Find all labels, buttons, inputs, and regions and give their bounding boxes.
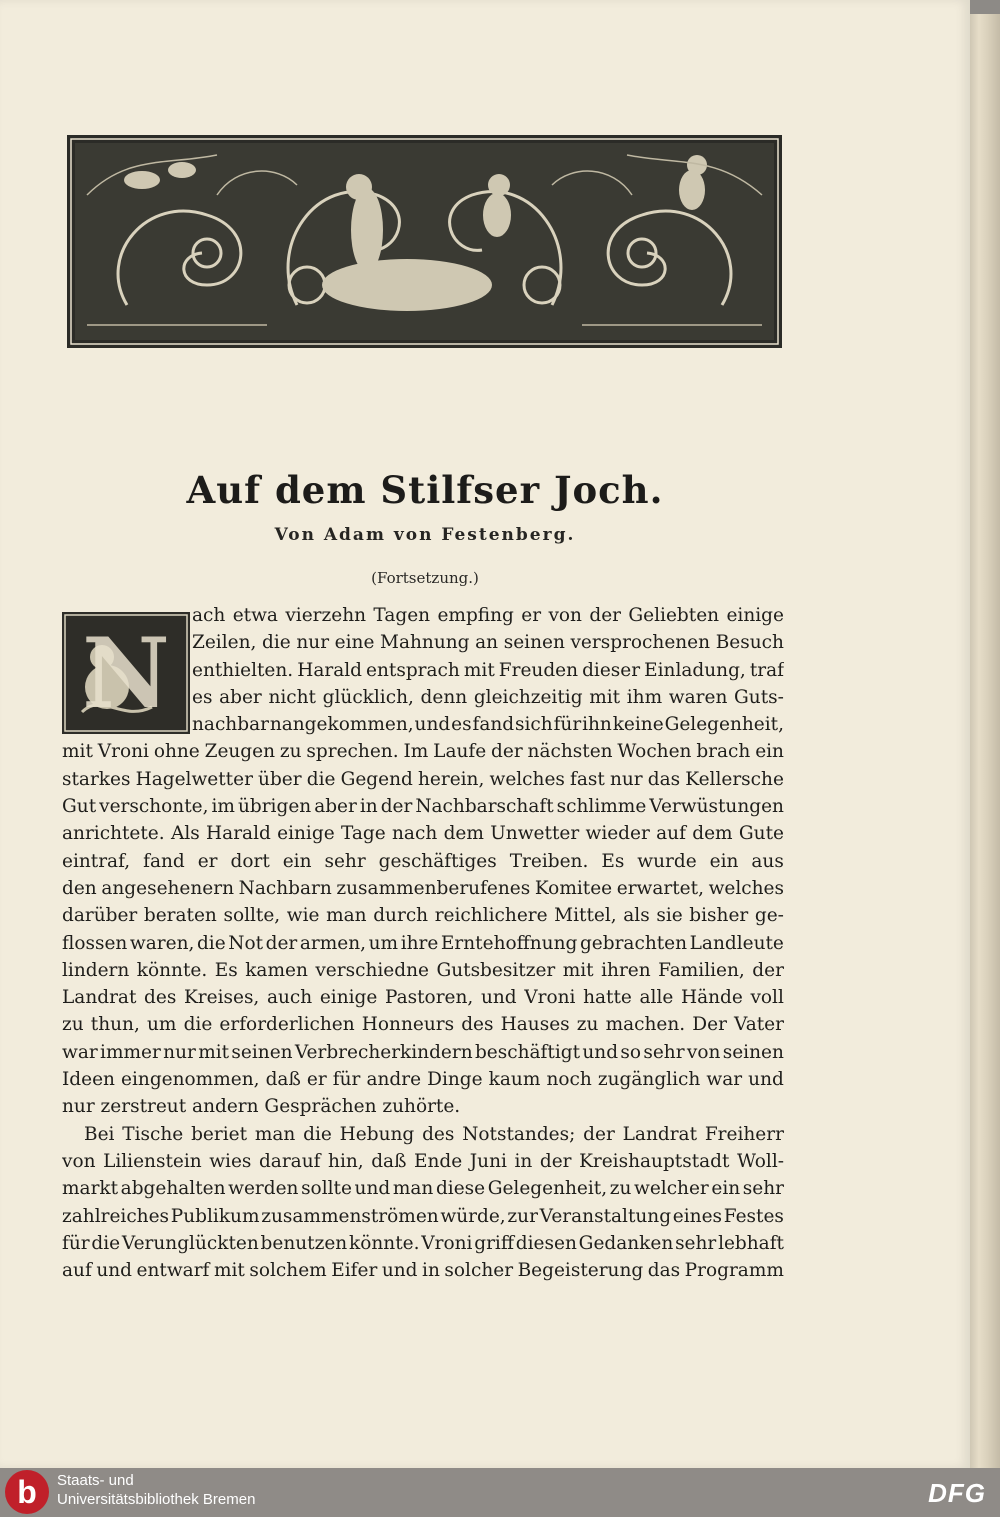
text-line: enthielten. Harald entsprach mit Freuden dieser Einladung, traf — [192, 659, 784, 681]
dfg-logo[interactable]: DFG — [928, 1478, 986, 1508]
library-name-line1[interactable]: Staats- und — [57, 1472, 134, 1489]
text-line: war immer nur mit seinen Verbrecherkindern beschäftigt und so sehr von seinen — [62, 1041, 784, 1063]
article-byline: Von Adam von Festenberg. — [274, 525, 576, 545]
text-line: Zeilen, die nur eine Mahnung an seinen versprochenen Besuch — [192, 632, 784, 654]
text-line: flossen waren, die Not der armen, um ihre Erntehoffnung gebrachten Landleute — [62, 932, 784, 954]
text-line: nachbar nangekommen, und es fand sich für ihn keine Gelegenheit, — [192, 714, 784, 736]
text-line: für die Verunglückten benutzen könnte. Vroni griff diesen Gedanken sehr lebhaft — [62, 1232, 784, 1254]
text-line: Gut verschonte, im übrigen aber in der Nachbarschaft schlimme Verwüstungen — [62, 796, 784, 818]
text-line: den angesehenern Nachbarn zusammenberufenes Komitee erwartet, welches — [62, 877, 784, 899]
text-line: Bei Tische beriet man die Hebung des Notstandes; der Landrat Freiherr — [84, 1123, 784, 1145]
text-line: eintraf, fand er dort ein sehr geschäftiges Treiben. Es wurde ein aus — [62, 850, 784, 872]
text-line: ach etwa vierzehn Tagen empfing er von der Geliebten einige — [192, 605, 784, 626]
text-line: nur zerstreut andern Gesprächen zuhörte. — [62, 1096, 461, 1118]
text-line: auf und entwarf mit solchem Eifer und in solcher Begeisterung das Programm — [62, 1260, 784, 1282]
text-line: markt abgehalten werden sollte und man diese Gelegenheit, zu welcher ein sehr — [62, 1178, 784, 1200]
text-line: Ideen eingenommen, daß er für andre Dinge kaum noch zugänglich war und — [62, 1069, 784, 1091]
text-line: mit Vroni ohne Zeugen zu sprechen. Im Laufe der nächsten Wochen brach ein — [62, 741, 784, 763]
text-line: es aber nicht glücklich, denn gleichzeitig mit ihm waren Guts- — [192, 686, 784, 708]
text-line: anrichtete. Als Harald einige Tage nach dem Unwetter wieder auf dem Gute — [62, 823, 784, 845]
text-line: starkes Hagelwetter über die Gegend herein, welches fast nur das Kellersche — [62, 768, 784, 790]
library-name-line2[interactable]: Universitätsbibliothek Bremen — [57, 1491, 256, 1508]
text-line: Landrat des Kreises, auch einige Pastoren, und Vroni hatte alle Hände voll — [62, 987, 784, 1009]
dropcap-letter: N — [82, 617, 170, 730]
corner-mark — [970, 0, 1000, 14]
page-edge — [970, 0, 1000, 1468]
text-line: darüber beraten sollte, wie man durch reichlichere Mittel, als sie bisher ge- — [62, 905, 784, 927]
article-subtitle: (Fortsetzung.) — [371, 569, 479, 587]
text-line: zahlreiches Publikum zusammenströmen würde, zur Veranstaltung eines Festes — [62, 1205, 784, 1227]
text-line: von Lilienstein wies darauf hin, daß Ende Juni in der Kreishauptstadt Woll- — [62, 1150, 784, 1172]
library-logo[interactable]: b — [5, 1470, 49, 1514]
article-body — [62, 602, 784, 1284]
text-line: zu thun, um die erforderlichen Honneurs des Hauses zu machen. Der Vater — [62, 1014, 784, 1036]
article-title: Auf dem Stilfser Joch. — [186, 468, 664, 512]
text-line: lindern könnte. Es kamen verschiedne Gutsbesitzer mit ihren Familien, der — [62, 959, 784, 981]
ornamental-header-illustration — [67, 135, 782, 348]
